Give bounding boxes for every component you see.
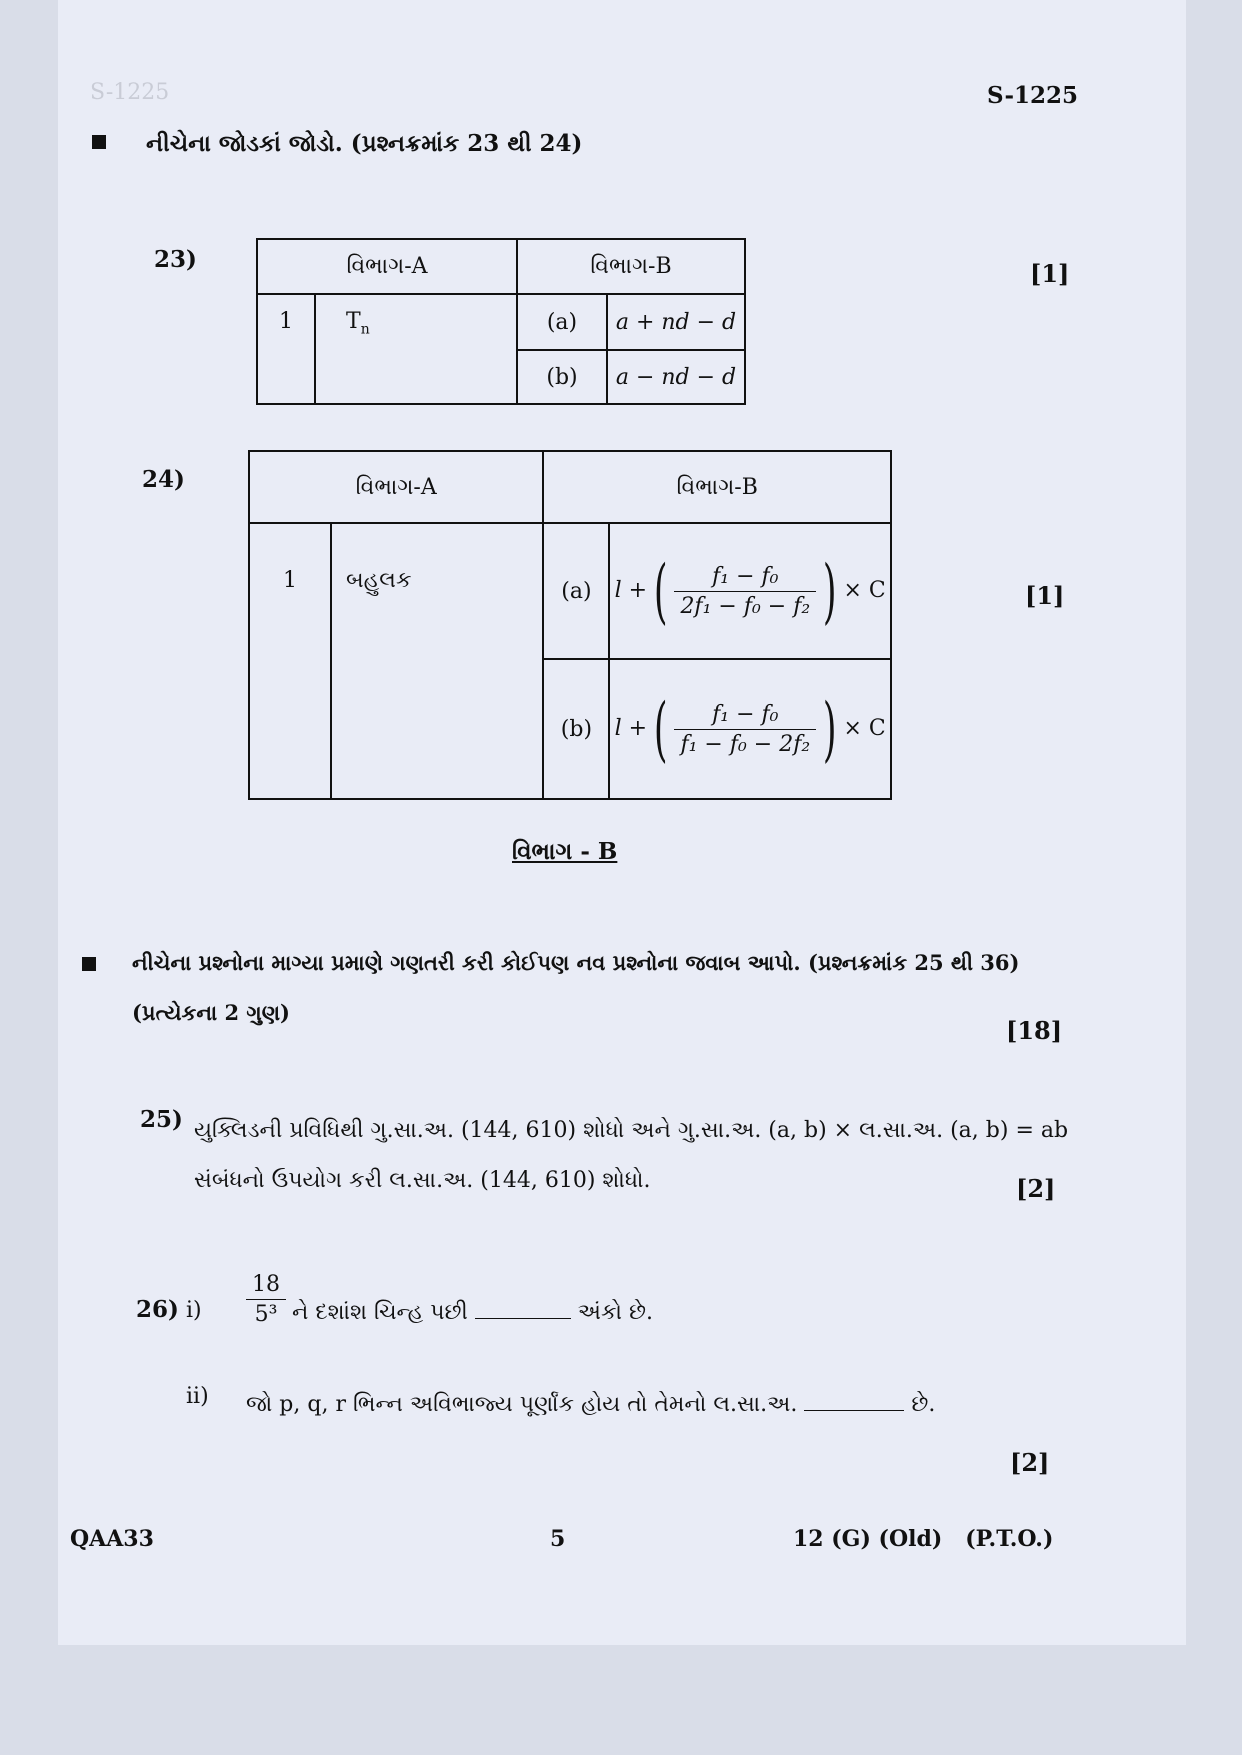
q24-marks: [1] [1025,581,1065,610]
q25-marks: [2] [1016,1174,1056,1203]
q23-row-no: 1 [257,294,315,404]
q23-col-a-header: વિભાગ-A [257,239,517,294]
q24-table [248,450,892,800]
q26-ii-text: જો p, q, r ભિન્ન અવિભાજ્ય પૂર્ણાંક હોય તો તેમનો લ.સા.અ. છે. [246,1392,936,1417]
q23-opt-a-label: (a) [517,294,607,350]
q24-formula-a: l +( $\frac{\text{f₁ − f₀}}{\text{2f₁ − f₀ − f₂}}$ ) × C [609,523,891,659]
footer-series-code: QAA33 [70,1526,154,1552]
q25-number: 25) [140,1106,183,1133]
q26-i-blank[interactable] [475,1298,571,1319]
section-b-total-marks: [18] [1006,1016,1063,1045]
q24-formula-b: l +( $\frac{\text{f₁ − f₀}}{\text{f₁ − f₀ − 2f₂}}$ ) × C [609,659,891,799]
q23-number: 23) [154,246,197,273]
q23-marks: [1] [1030,259,1070,288]
q26-ii-blank[interactable] [804,1390,904,1411]
q23-opt-a-value: a + nd − d [607,294,745,350]
q26-i-text: ને દશાંશ ચિન્હ પછી અંકો છે. [292,1300,654,1325]
q26-i-label: i) [186,1298,202,1323]
q23-opt-b-label: (b) [517,350,607,404]
q24-item-a: બહુલક [331,523,543,799]
q24-opt-b-label: (b) [543,659,609,799]
q23-col-b-header: વિભાગ-B [517,239,745,294]
instruction-section-b: નીચેના પ્રશ્નોના માગ્યા પ્રમાણે ગણતરી કરી કોઈપણ નવ પ્રશ્નોના જવાબ આપો. (પ્રશ્નક્રમાંક 25 થી 36) [132,950,1020,975]
show-through-text: S-1225 [90,80,170,105]
q26-ii-label: ii) [186,1384,209,1409]
instruction-section-b-marks-each: (પ્રત્યેકના 2 ગુણ) [132,1000,290,1025]
q26-i-fraction: $\frac{18}{\text{5³}}$ [246,1272,286,1327]
paper-code: S-1225 [987,82,1079,109]
q24-number: 24) [142,466,185,493]
q24-row-no: 1 [249,523,331,799]
instruction-match: નીચેના જોડકાં જોડો. (પ્રશ્નક્રમાંક 23 થી 24) [146,130,583,157]
q24-col-a-header: વિભાગ-A [249,451,543,523]
q23-opt-b-value: a − nd − d [607,350,745,404]
footer-page-number: 5 [550,1526,566,1552]
q23-table [256,238,746,405]
q25-line1: યુક્લિડની પ્રવિધિથી ગુ.સા.અ. (144, 610) શોધો અને ગુ.સા.અ. (a, b) × લ.સા.અ. (a, b) = ab [194,1118,1069,1143]
q25-line2: સંબંધનો ઉપયોગ કરી લ.સા.અ. (144, 610) શોધો. [194,1168,651,1193]
q26-marks: [2] [1010,1448,1050,1477]
bullet-icon [82,957,96,971]
bullet-icon [92,135,106,149]
q24-opt-a-label: (a) [543,523,609,659]
footer-subject-code: 12 (G) (Old) (P.T.O.) [793,1526,1054,1552]
section-b-title: વિભાગ - B [512,838,618,865]
q23-item-a: $T_n$ [315,294,517,404]
q24-col-b-header: વિભાગ-B [543,451,891,523]
q26-number: 26) [136,1296,179,1323]
